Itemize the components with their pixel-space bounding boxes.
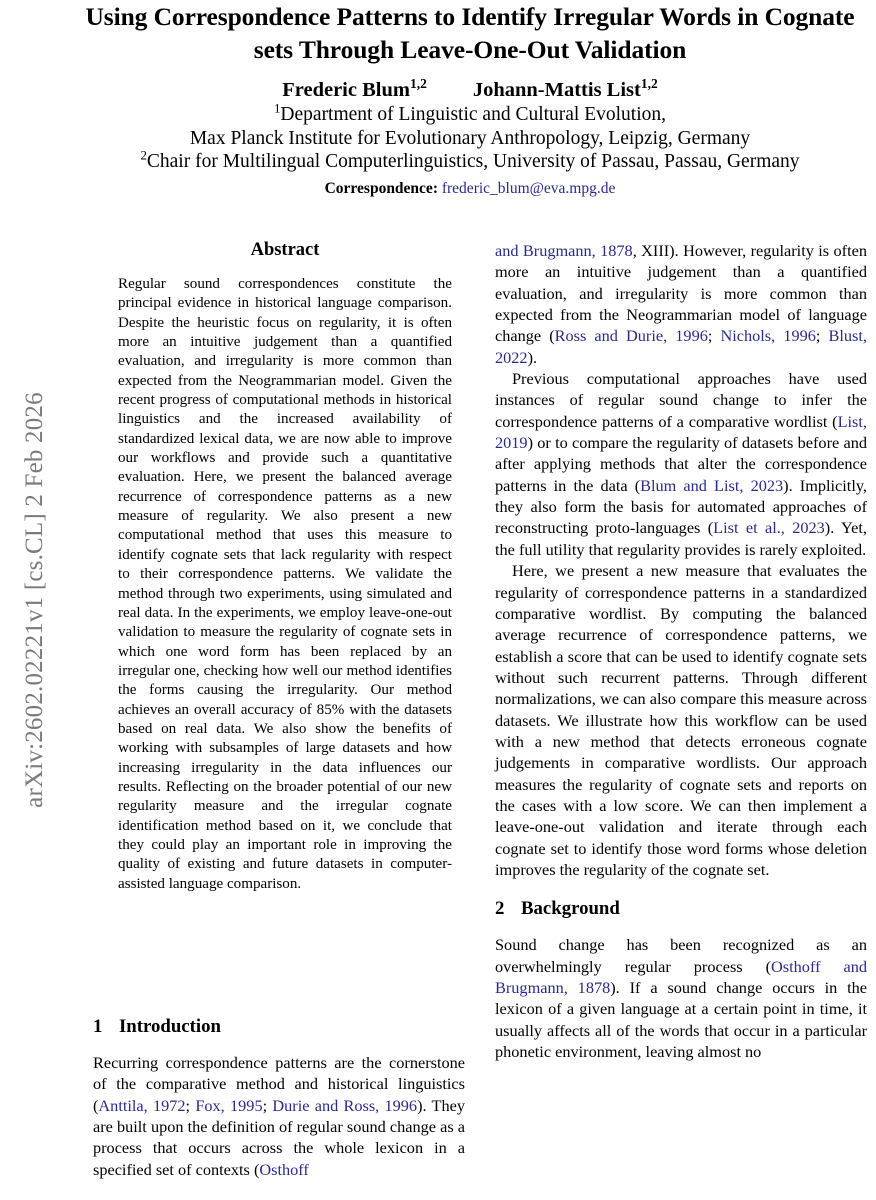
paper-title-line-2: sets Through Leave-One-Out Validation <box>253 35 687 64</box>
affiliation-1-text-1: Department of Linguistic and Cultural Evolution, <box>280 104 667 125</box>
introduction-paragraph-1 <box>93 1052 465 1180</box>
citation-list-2019[interactable]: List, 2019 <box>495 411 867 453</box>
citation-durie-ross-1996[interactable]: Durie and Ross, 1996 <box>272 1095 418 1115</box>
section-number-introduction: 1 <box>93 1016 103 1037</box>
affiliation-2-line <box>70 150 870 174</box>
right-text-4: ) or to compare the regularity of datasets before and after applying methods that alter the correspondence patterns in the data ( <box>495 433 867 495</box>
citation-ross-durie-1996[interactable]: Ross and Durie, 1996 <box>554 326 708 346</box>
section-number-background: 2 <box>495 898 505 920</box>
background-text-1: Sound change has been recognized as an overwhelmingly regular process ( <box>495 935 867 976</box>
abstract-heading: Abstract <box>250 240 320 260</box>
arxiv-stamp-text: arXiv:2602.02221v1 [cs.CL] 2 Feb 2026 <box>21 392 48 808</box>
right-sep-2: ; <box>815 326 829 346</box>
right-paragraph-contribution: Here, we present a new measure that evaluates the regularity of correspondence patterns in a standardized comparative wordlist. By computing the balanced average recurrence of correspondence patterns, we establish a score that can be used to identify cognate sets without such recurrent patterns. Through different normalizations, we can also compare this measure across datasets. We illustrate how this workflow can be used with a new method that detects erroneous cognate judgements in comparative wordlists. Our approach measures the regularity of cognate sets and reports on the cases with a low score. We can then implement a leave-one-out validation and iterate through each cognate set to identify those word forms whose deletion improves the regularity of the cognate set. <box>495 561 867 879</box>
section-title-background: Background <box>521 898 620 920</box>
section-heading-introduction <box>93 1016 465 1038</box>
correspondence-email-link[interactable]: frederic_blum@eva.mpg.de <box>441 179 616 197</box>
author-1-name: Frederic Blum <box>282 79 410 101</box>
author-2-affiliation-marker: 1,2 <box>640 76 658 92</box>
affiliation-1-line-2 <box>70 127 870 151</box>
author-1 <box>282 77 427 103</box>
arxiv-stamp <box>0 0 70 1200</box>
right-text-1: , XIII). However, regularity is often more an intuitive judgement than a quantified evaluation, and irregularity is more common than expected from the Neogrammarian model of language change ( <box>495 241 867 346</box>
affiliation-1-marker: 1 <box>273 101 281 116</box>
right-sep-1: ; <box>707 326 721 346</box>
right-text-2: ). <box>527 347 538 367</box>
citation-anttila-1972[interactable]: Anttila, 1972 <box>98 1095 186 1115</box>
citation-fox-1995[interactable]: Fox, 1995 <box>195 1095 263 1115</box>
citation-osthoff-brugmann-1878-continued[interactable]: and Brugmann, 1878 <box>495 241 633 260</box>
citation-blum-list-2023[interactable]: Blum and List, 2023 <box>640 475 784 495</box>
section-title-introduction: Introduction <box>119 1016 221 1037</box>
author-block <box>70 77 870 199</box>
left-column <box>93 1016 465 1180</box>
intro-sep-2: ; <box>262 1095 273 1115</box>
citation-blust-2022[interactable]: Blust, 2022 <box>495 326 867 367</box>
author-names-row <box>70 77 870 103</box>
correspondence-label: Correspondence: <box>324 179 438 197</box>
page-title <box>70 0 870 66</box>
abstract-section <box>118 240 452 894</box>
background-text-2: ). If a sound change occurs in the lexicon of a given language at a certain point in time, it usually affects all of the words that occur in a particular phonetic environment, leaving almost no <box>495 978 867 1062</box>
title-block <box>70 0 870 66</box>
abstract-body: Regular sound correspondences constitute the principal evidence in historical language comparison. Despite the heuristic focus on regularity, it is often more an intuitive judgement than a quantified evaluation, and irregularity is more common than expected from the Neogrammarian model. Given the recent progress of computational methods in historical linguistics and the increased availability of standardized lexical data, we are now able to improve our workflows and provide such a quantitative evaluation. Here, we present the balanced average recurrence of correspondence patterns as a new measure of regularity. We also present a new computational method that uses this measure to identify cognate sets that lack regularity with respect to their correspondence patterns. We validate the method through two experiments, using simulated and real data. In the experiments, we employ leave-one-out validation to measure the regularity of cognate sets in which one word form has been replaced by an irregular one, checking how well our method identifies the forms causing the irregularity. Our method achieves an overall accuracy of 85% with the datasets based on real data. We also show the benefits of working with subsamples of large datasets and how increasing irregularity in the data influences our results. Reflecting on the broader potential of our new regularity measure and the irregular cognate identification method based on it, we conclude that they could play an important role in improving the quality of existing and future datasets in computer-assisted language comparison. <box>118 276 452 892</box>
right-paragraph-continuation <box>495 240 867 368</box>
intro-sep-1: ; <box>185 1095 196 1115</box>
right-text-3: Previous computational approaches have used instances of regular sound change to infer the correspondence patterns of a comparative wordlist ( <box>495 369 867 431</box>
paper-title-line-1: Using Correspondence Patterns to Identify Irregular Words in Cognate <box>85 2 855 31</box>
right-paragraph-previous-approaches <box>495 368 867 560</box>
intro-text-2: ). They are built upon the definition of regular sound change as a process that occurs across the whole lexicon in a specified set of contexts ( <box>93 1095 465 1179</box>
affiliation-1-line-1 <box>70 103 870 127</box>
background-paragraph-1 <box>495 934 867 1062</box>
correspondence-row <box>70 179 870 199</box>
right-text-6: ). Yet, the full utility that regularity provides is rarely exploited. <box>495 518 867 559</box>
author-1-affiliation-marker: 1,2 <box>409 76 427 92</box>
author-2 <box>473 77 658 103</box>
affiliation-2-marker: 2 <box>140 148 147 163</box>
author-2-name: Johann-Mattis List <box>472 79 641 101</box>
affiliation-2-text: Chair for Multilingual Computerlinguistics, University of Passau, Passau, Germany <box>146 151 800 172</box>
citation-osthoff-brugmann-1878[interactable]: Osthoff and Brugmann, 1878 <box>495 956 867 997</box>
affiliation-1-text-2: Max Planck Institute for Evolutionary Anthropology, Leipzig, Germany <box>189 127 751 149</box>
citation-osthoff-continued[interactable]: Osthoff <box>259 1159 309 1179</box>
citation-nichols-1996[interactable]: Nichols, 1996 <box>720 326 816 346</box>
citation-list-et-al-2023[interactable]: List et al., 2023 <box>713 518 825 538</box>
right-column <box>495 240 867 1062</box>
intro-text-1: Recurring correspondence patterns are the cornerstone of the comparative method and historical linguistics ( <box>93 1053 465 1115</box>
right-text-5: ). Implicitly, they also form the basis for automated approaches of reconstructing proto-languages ( <box>495 475 867 538</box>
section-heading-background <box>495 898 867 920</box>
